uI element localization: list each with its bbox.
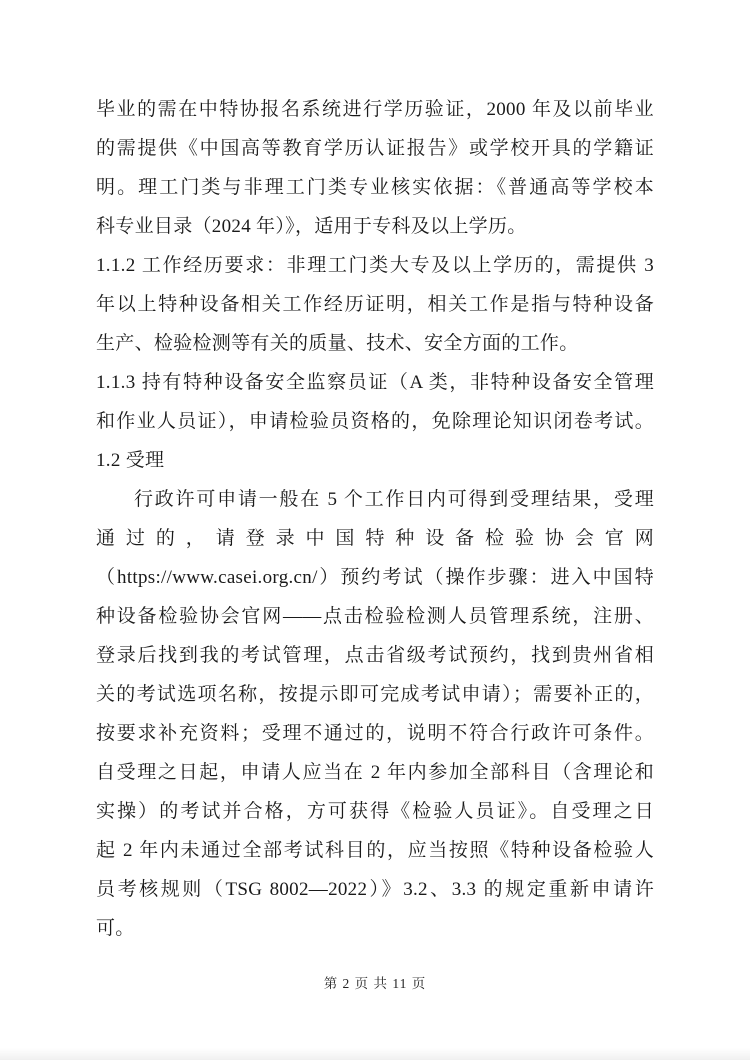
text-line-url: （https://www.casei.org.cn/）预约考试（操作步骤：进入中国特 [96, 567, 654, 588]
text-line: 和作业人员证），申请检验员资格的，免除理论知识闭卷考试。 [96, 411, 654, 432]
text-line: 关的考试选项名称，按提示即可完成考试申请）；需要补正的， [96, 684, 654, 705]
text-line: 生产、检验检测等有关的质量、技术、安全方面的工作。 [96, 333, 579, 354]
document-body [96, 0, 654, 948]
text-line: 年以上特种设备相关工作经历证明，相关工作是指与特种设备 [96, 294, 654, 315]
text-line: 自受理之日起，申请人应当在 2 年内参加全部科目（含理论和 [96, 762, 654, 783]
section-heading-1-2: 1.2 受理 [96, 450, 165, 471]
section-heading-1-1-2: 1.1.2 工作经历要求：非理工门类大专及以上学历的，需提供 3 [96, 255, 654, 276]
text-line: 毕业的需在中特协报名系统进行学历验证，2000 年及以前毕业 [96, 99, 654, 120]
page-number: 第 2 页 共 11 页 [323, 976, 427, 991]
text-line: 员考核规则（TSG 8002—2022）》3.2、3.3 的规定重新申请许 [96, 879, 654, 900]
text-line: 登录后找到我的考试管理，点击省级考试预约，找到贵州省相 [96, 645, 654, 666]
text-line: 按要求补充资料；受理不通过的，说明不符合行政许可条件。 [96, 723, 654, 744]
text-line: 实操）的考试并合格，方可获得《检验人员证》。自受理之日 [96, 801, 654, 822]
text-line: 明。理工门类与非理工门类专业核实依据：《普通高等学校本 [96, 177, 654, 198]
text-line: 可。 [96, 918, 135, 939]
section-heading-1-1-3: 1.1.3 持有特种设备安全监察员证（A 类，非特种设备安全管理 [96, 372, 654, 393]
text-line: 通过的，请登录中国特种设备检验协会官网 [96, 528, 654, 549]
page-bottom-shadow [0, 1048, 750, 1060]
text-line: 种设备检验协会官网——点击检验检测人员管理系统，注册、 [96, 606, 654, 627]
text-line: 科专业目录（2024 年）》，适用于专科及以上学历。 [96, 216, 527, 237]
text-line: 行政许可申请一般在 5 个工作日内可得到受理结果，受理 [134, 489, 654, 510]
text-line: 起 2 年内未通过全部考试科目的，应当按照《特种设备检验人 [96, 840, 654, 861]
text-line: 的需提供《中国高等教育学历认证报告》或学校开具的学籍证 [96, 138, 654, 159]
